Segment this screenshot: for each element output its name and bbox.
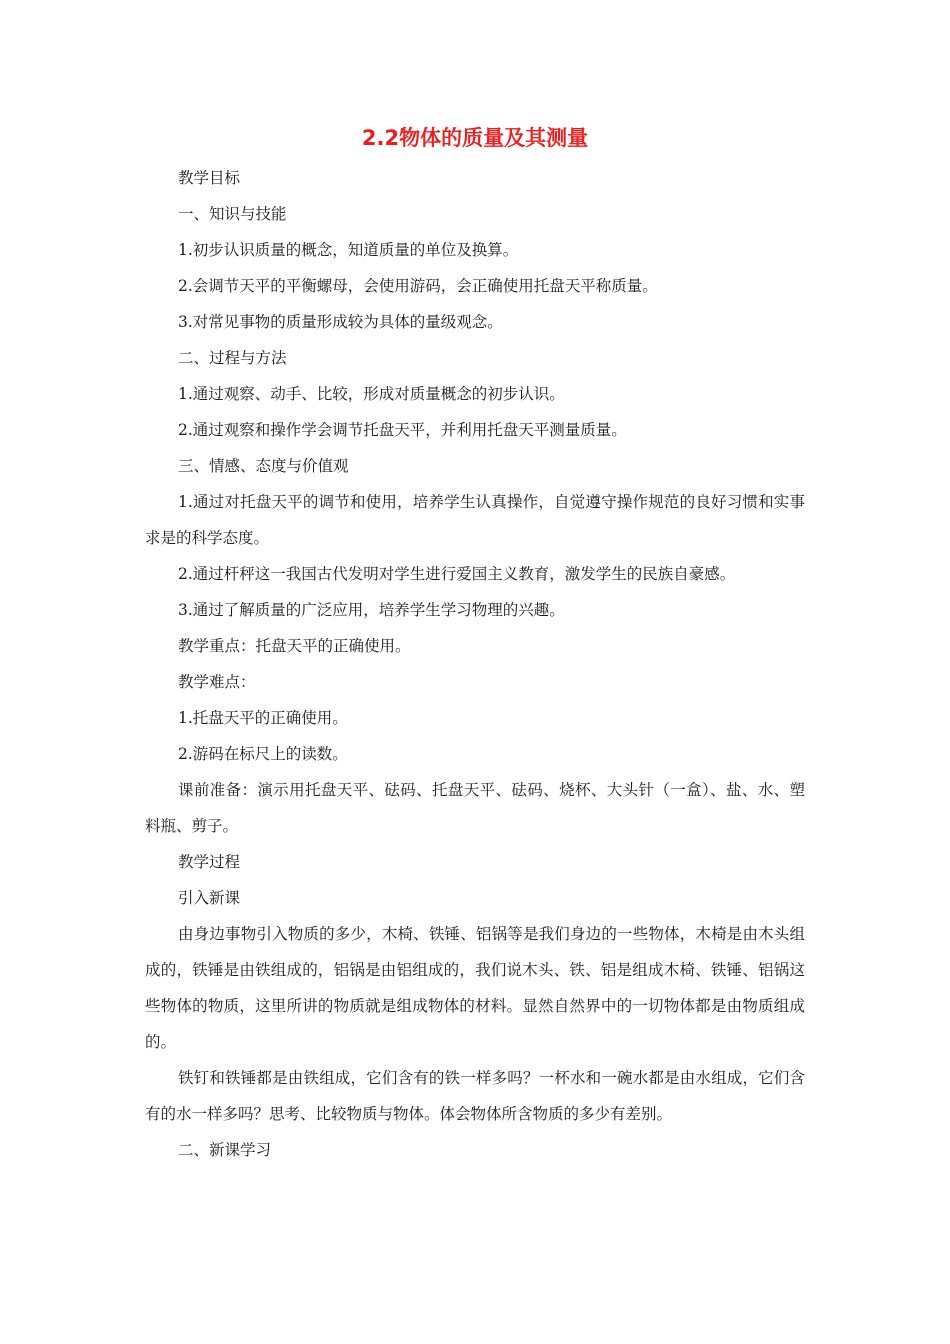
teaching-difficulty: 教学难点： — [178, 673, 256, 691]
paragraph: 3.通过了解质量的广泛应用，培养学生学习物理的兴趣。 — [178, 601, 565, 619]
document-body — [145, 160, 805, 1168]
paragraph: 3.对常见事物的质量形成较为具体的量级观念。 — [178, 313, 503, 331]
document-title: 2.2物体的质量及其测量 — [361, 126, 589, 150]
paragraph: 1.通过对托盘天平的调节和使用，培养学生认真操作，自觉遵守操作规范的良好习惯和实事求是的科学态度。 — [145, 493, 805, 547]
paragraph: 铁钉和铁锤都是由铁组成，它们含有的铁一样多吗？一杯水和一碗水都是由水组成，它们含有的水一样多吗？思考、比较物质与物体。体会物体所含物质的多少有差别。 — [145, 1069, 805, 1123]
paragraph: 1.初步认识质量的概念，知道质量的单位及换算。 — [178, 241, 519, 259]
preparation: 课前准备：演示用托盘天平、砝码、托盘天平、砝码、烧杯、大头针（一盒）、盐、水、塑料瓶、剪子。 — [145, 781, 805, 835]
heading-process-methods: 二、过程与方法 — [178, 349, 287, 367]
heading-new-lesson: 二、新课学习 — [178, 1141, 272, 1159]
heading-emotion-attitude: 三、情感、态度与价值观 — [178, 457, 349, 475]
heading-knowledge-skills: 一、知识与技能 — [178, 205, 287, 223]
paragraph: 2.通过观察和操作学会调节托盘天平，并利用托盘天平测量质量。 — [178, 421, 627, 439]
paragraph: 2.通过杆秤这一我国古代发明对学生进行爱国主义教育，激发学生的民族自豪感。 — [178, 565, 736, 583]
paragraph: 1.托盘天平的正确使用。 — [178, 709, 348, 727]
heading-teaching-process: 教学过程 — [178, 853, 241, 871]
teaching-focus: 教学重点：托盘天平的正确使用。 — [178, 637, 411, 655]
paragraph: 1.通过观察、动手、比较，形成对质量概念的初步认识。 — [178, 385, 565, 403]
heading-introduction: 引入新课 — [178, 889, 241, 907]
paragraph: 2.会调节天平的平衡螺母，会使用游码，会正确使用托盘天平称质量。 — [178, 277, 658, 295]
paragraph: 由身边事物引入物质的多少，木椅、铁锤、铝锅等是我们身边的一些物体，木椅是由木头组成的，铁锤是由铁组成的，铝锅是由铝组成的，我们说木头、铁、铝是组成木椅、铁锤、铝锅这些物体的物质，这里所讲的物质就是组成物体的材料。显然自然界中的一切物体都是由物质组成的。 — [145, 925, 805, 1051]
heading-teaching-goals: 教学目标 — [178, 169, 241, 187]
paragraph: 2.游码在标尺上的读数。 — [178, 745, 348, 763]
